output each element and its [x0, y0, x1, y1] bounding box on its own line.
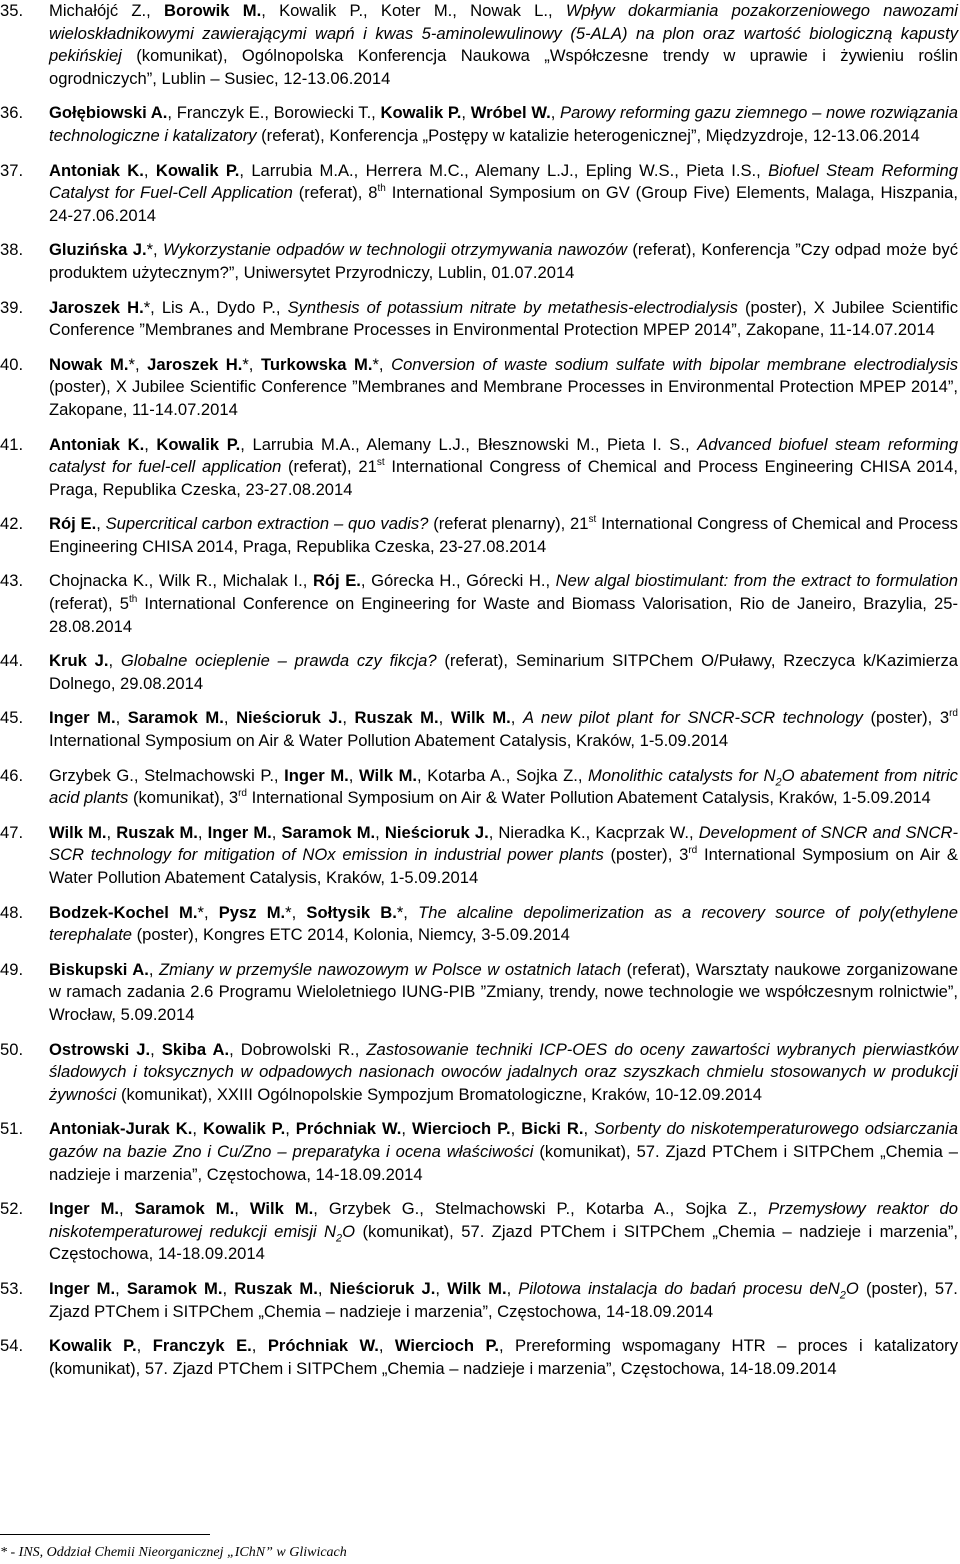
author-highlight: Inger M.	[49, 708, 116, 728]
reference-entry	[0, 239, 958, 284]
reference-number: 39.	[0, 297, 24, 317]
title-text: 2	[775, 775, 782, 788]
citation-text: Michałójć Z.,	[49, 1, 165, 20]
reference-number: 53.	[0, 1278, 24, 1298]
reference-text	[49, 434, 958, 502]
reference-entry	[0, 902, 958, 947]
reference-number: 40.	[0, 354, 24, 374]
reference-text	[49, 1039, 958, 1107]
reference-entry	[0, 513, 958, 558]
citation-text: th	[128, 593, 138, 605]
reference-text	[49, 707, 958, 752]
reference-number: 42.	[0, 514, 24, 534]
citation-text: rd	[949, 707, 958, 719]
citation-text: ,	[461, 103, 471, 123]
citation-text: International Symposium on GV (Group Five) Elements, Malaga, Hiszpania, 24-27.06.2014	[49, 183, 959, 225]
reference-entry	[0, 570, 958, 638]
citation-text: ,	[401, 1119, 412, 1139]
citation-text: ,	[435, 1278, 448, 1298]
reference-entry	[0, 102, 958, 147]
author-highlight: Jaroszek H.	[147, 354, 243, 374]
reference-entry	[0, 1335, 958, 1380]
reference-entry	[0, 959, 958, 1027]
citation-text: ,	[150, 1039, 162, 1059]
citation-text: Chojnacka K., Wilk R., Michalak I.,	[49, 571, 313, 591]
citation-text: (komunikat), 57. Zjazd PTChem i SITPChem „Chemia – nadzieje i marzenia”, Częstochowa, 14-18.09.2014	[49, 1221, 958, 1264]
reference-number: 41.	[0, 434, 24, 454]
citation-text: (referat plenarny), 21	[428, 514, 589, 534]
reference-number: 52.	[0, 1199, 24, 1219]
citation-text: International Congress of Chemical and Process Engineering CHISA 2014, Praga, Republika Czeska, 23-27.08.2014	[49, 457, 958, 499]
author-highlight: Turkowska M.	[260, 354, 373, 374]
title-text: Zastosowanie techniki ICP-OES do oceny zawartości wybranych pierwiastków śladowych i toksycznych w odpadowych nasionach owoców jadalnych oraz szyszkach chmielu stosowanych w produkcji żywności	[49, 1039, 958, 1104]
author-highlight: Saramok M.	[127, 708, 224, 728]
author-highlight: Saramok M.	[134, 1199, 235, 1219]
title-text: 2	[336, 1232, 343, 1245]
author-highlight: Ruszak M.	[234, 1278, 318, 1298]
citation-text: (poster), X Jubilee Scientific Conference ”Membranes and Membrane Processes in Environmental Protection MPEP 2014”, Zakopane, 11-14.07.2014	[49, 297, 958, 340]
author-highlight: Rój E.	[312, 571, 361, 591]
reference-text	[49, 650, 958, 695]
author-highlight: Jaroszek H.	[49, 297, 144, 317]
citation-text: (poster), 57. Zjazd PTChem i SITPChem „Chemia – nadzieje i marzenia”, Częstochowa, 14-18.09.2014	[49, 1278, 958, 1321]
reference-entry	[0, 1198, 958, 1266]
citation-text: International Symposium on Air & Water Pollution Abatement Catalysis, Kraków, 1-5.09.2014	[49, 731, 729, 751]
citation-text: (referat), Konferencja „Postępy w katalizie heterogenicznej”, Międzyzdroje, 12-13.06.2014	[256, 125, 920, 145]
citation-text: , Nieradka K., Kacprzak W.,	[488, 822, 699, 842]
citation-text: ,	[438, 708, 451, 728]
author-highlight: Kowalik P.	[380, 103, 462, 123]
reference-text	[49, 102, 958, 147]
citation-text: (referat), Warsztaty naukowe zorganizowane w ramach zadania 2.6 Programu Wieloletniego IUNG-PIB ”Zmiany, trendy, nowe technologie we współczesnym rolnictwie”, Wrocław, 5.09.2014	[49, 959, 958, 1024]
reference-text	[49, 239, 958, 284]
footnote: * - INS, Oddział Chemii Nieorganicznej „IChN” w Gliwicach	[0, 1545, 347, 1560]
citation-text: International Conference on Engineering for Waste and Biomass Valorisation, Rio de Janeiro, Brazylia, 25-28.08.2014	[49, 594, 958, 636]
title-text: Advanced biofuel steam reforming catalyst for fuel-cell application	[49, 434, 958, 477]
author-highlight: Inger M.	[49, 1278, 116, 1298]
citation-text: , Grzybek G., Stelmachowski P., Kotarba A., Sojka Z.,	[313, 1199, 769, 1219]
reference-number: 54.	[0, 1336, 24, 1356]
author-highlight: Ostrowski J.	[49, 1039, 151, 1059]
reference-text	[49, 513, 958, 558]
citation-text: ,	[342, 708, 355, 728]
title-text: Synthesis of potassium nitrate by metathesis-electrodialysis	[287, 297, 738, 317]
author-highlight: Nieścioruk J.	[329, 1278, 436, 1298]
citation-text: (komunikat), XXIII Ogólnopolskie Sympozjum Bromatologiczne, Kraków, 10-12.09.2014	[116, 1084, 762, 1104]
author-highlight: Inger M.	[207, 822, 272, 842]
author-highlight: Gołębiowski A.	[49, 103, 168, 123]
author-highlight: Franczyk E.	[152, 1336, 252, 1356]
title-text: New algal biostimulant: from the extract to formulation	[555, 571, 958, 591]
reference-entry	[0, 822, 958, 890]
author-highlight: Kowalik P.	[49, 1336, 137, 1356]
author-highlight: Inger M.	[284, 765, 349, 785]
title-text: The alcaline depolimerization as a recovery source of poly(ethylene terephalate	[49, 902, 958, 945]
author-highlight: Biskupski A.	[49, 959, 149, 979]
reference-text	[49, 1198, 958, 1266]
title-text: Wykorzystanie odpadów w technologii otrzymywania nawozów	[163, 240, 628, 260]
reference-text	[49, 1278, 958, 1323]
reference-text	[49, 1335, 958, 1380]
reference-entry	[0, 1278, 958, 1323]
citation-text: (komunikat), 57. Zjazd PTChem i SITPChem „Chemia – nadzieje i marzenia”, Częstochowa, 14-18.09.2014	[49, 1141, 958, 1184]
title-text: 2	[839, 1289, 846, 1302]
citation-text: ,	[119, 1199, 135, 1219]
title-text: Development of SNCR and SNCR-SCR technology for mitigation of NOx emission in industrial power plants	[49, 822, 958, 865]
citation-text: (referat), 8	[292, 183, 378, 203]
reference-entry	[0, 160, 958, 228]
citation-text: ,	[234, 1199, 250, 1219]
citation-text: (komunikat), Ogólnopolska Konferencja Naukowa „Współczesne trendy w uprawie i żywieniu roślin ogrodniczych”, Lublin – Susiec, 12-13.06.2014	[49, 46, 958, 88]
author-highlight: Nieścioruk J.	[384, 822, 489, 842]
reference-number: 37.	[0, 160, 24, 180]
author-highlight: Borowik M.	[164, 1, 262, 20]
title-text: Supercritical carbon extraction – quo vadis?	[105, 514, 429, 534]
title-text: Przemysłowy reaktor do niskotemperaturowej redukcji emisji N	[49, 1199, 958, 1241]
reference-number: 47.	[0, 822, 24, 842]
reference-entry	[0, 354, 958, 422]
reference-number: 38.	[0, 240, 24, 260]
reference-text	[49, 0, 958, 90]
reference-entry	[0, 297, 958, 342]
citation-text: rd	[688, 844, 698, 856]
author-highlight: Antoniak-Jurak K.	[49, 1119, 193, 1139]
reference-entry	[0, 765, 958, 810]
citation-text: ,	[317, 1278, 330, 1298]
citation-text: *,	[197, 902, 219, 922]
reference-number: 43.	[0, 571, 24, 591]
citation-text: st	[376, 456, 385, 468]
citation-text: ,	[222, 1278, 235, 1298]
citation-text: (referat), Konferencja ”Czy odpad może być produktem użytecznym?”, Uniwersytet Przyrodniczy, Lublin, 01.07.2014	[49, 240, 958, 282]
citation-text: , Prereforming wspomagany HTR – proces i katalizatory (komunikat), 57. Zjazd PTChem i SITPChem „Chemia – nadzieje i marzenia”, Częstochowa, 14-18.09.2014	[49, 1336, 958, 1378]
author-highlight: Bicki R.	[521, 1119, 584, 1139]
reference-number: 46.	[0, 765, 24, 785]
citation-text: *, Lis A., Dydo P.,	[143, 297, 288, 317]
citation-text: ,	[378, 1336, 395, 1356]
citation-text: , Kotarba A., Sojka Z.,	[417, 765, 589, 785]
reference-entry	[0, 434, 958, 502]
citation-text: ,	[148, 959, 160, 979]
reference-number: 48.	[0, 902, 24, 922]
author-highlight: Ruszak M.	[116, 822, 198, 842]
citation-text: ,	[251, 1336, 268, 1356]
title-text: Biofuel Steam Reforming Catalyst for Fuel-Cell Application	[49, 160, 958, 203]
citation-text: (referat), 21	[281, 457, 377, 477]
reference-text	[49, 902, 958, 947]
title-text: O	[845, 1278, 859, 1298]
citation-text: ,	[375, 822, 385, 842]
citation-text: *,	[146, 240, 164, 260]
reference-text	[49, 354, 958, 422]
citation-text: ,	[96, 514, 106, 534]
citation-text: , Dobrowolski R.,	[229, 1039, 367, 1059]
author-highlight: Próchniak W.	[267, 1336, 379, 1356]
author-highlight: Gluzińska J.	[49, 240, 147, 260]
title-text: Wpływ dokarmiania pozakorzeniowego nawozami wieloskładnikowymi zawierającymi wapń i kwas 5-aminolewulinowy (5-ALA) na plon oraz wartość biologiczną kapusty pekińskiej	[49, 1, 958, 66]
author-highlight: Nieścioruk J.	[236, 708, 343, 728]
citation-text: ,	[510, 708, 523, 728]
author-highlight: Pysz M.	[218, 902, 286, 922]
author-highlight: Kowalik P.	[155, 160, 240, 180]
citation-text: , Kowalik P., Koter M., Nowak L.,	[261, 1, 566, 20]
citation-text: ,	[550, 103, 560, 123]
citation-text: (referat), 5	[49, 594, 129, 614]
citation-text: International Symposium on Air & Water Pollution Abatement Catalysis, Kraków, 1-5.09.2014	[49, 845, 958, 887]
citation-text: th	[377, 182, 386, 194]
citation-text: rd	[238, 787, 247, 799]
author-highlight: Inger M.	[49, 1199, 120, 1219]
author-highlight: Wilk M.	[447, 1278, 507, 1298]
reference-text	[49, 765, 958, 810]
title-text: O	[342, 1221, 356, 1241]
citation-text: ,	[223, 708, 237, 728]
citation-text: (komunikat), 3	[128, 788, 239, 808]
citation-text: , Górecka H., Górecki H.,	[360, 571, 556, 591]
author-highlight: Wiercioch P.	[411, 1119, 511, 1139]
author-highlight: Wilk M.	[450, 708, 511, 728]
citation-text: *,	[396, 902, 419, 922]
author-highlight: Kowalik P.	[156, 434, 241, 454]
author-highlight: Wilk M.	[249, 1199, 314, 1219]
title-text: Globalne ocieplenie – prawda czy fikcja?	[120, 651, 437, 671]
citation-text: ,	[506, 1278, 519, 1298]
citation-text: ,	[197, 822, 208, 842]
citation-text: *,	[242, 354, 261, 374]
title-text: Zmiany w przemyśle nawozowym w Polsce w ostatnich latach	[159, 959, 622, 979]
citation-text: (poster), 3	[603, 845, 689, 865]
reference-number: 45.	[0, 708, 24, 728]
citation-text: ,	[510, 1119, 522, 1139]
author-highlight: Wilk M.	[49, 822, 107, 842]
author-highlight: Kowalik P.	[202, 1119, 286, 1139]
citation-text: ,	[115, 1278, 127, 1298]
author-highlight: Rój E.	[49, 514, 97, 534]
citation-text: *,	[128, 354, 148, 374]
reference-entry	[0, 650, 958, 695]
reference-number: 35.	[0, 1, 24, 20]
author-highlight: Skiba A.	[161, 1039, 230, 1059]
citation-text: , Franczyk E., Borowiecki T.,	[167, 103, 381, 123]
citation-text: ,	[285, 1119, 296, 1139]
reference-number: 50.	[0, 1039, 24, 1059]
title-text: Parowy reforming gazu ziemnego – nowe rozwiązania technologiczne i katalizatory	[49, 103, 958, 145]
author-highlight: Ruszak M.	[354, 708, 439, 728]
citation-text: ,	[106, 822, 117, 842]
citation-text: *,	[372, 354, 392, 374]
reference-entry	[0, 0, 958, 90]
citation-text: (poster), 3	[862, 708, 950, 728]
author-highlight: Kruk J.	[49, 651, 109, 671]
reference-text	[49, 959, 958, 1027]
reference-entry	[0, 1118, 958, 1186]
author-highlight: Sołtysik B.	[306, 902, 397, 922]
author-highlight: Antoniak K.	[49, 160, 144, 180]
citation-text: ,	[271, 822, 282, 842]
citation-text: ,	[136, 1336, 153, 1356]
title-text: Monolithic catalysts for N	[588, 765, 776, 785]
reference-text	[49, 822, 958, 890]
footnote-divider	[0, 1534, 210, 1535]
citation-text: ,	[192, 1119, 203, 1139]
author-highlight: Wilk M.	[359, 765, 418, 785]
title-text: Sorbenty do niskotemperaturowego odsiarczania gazów na bazie Zno i Cu/Zno – preparatyka i ocena właściwości	[49, 1119, 958, 1161]
citation-text: (referat), Seminarium SITPChem O/Puławy, Rzeczyca k/Kazimierza Dolnego, 29.08.2014	[49, 651, 958, 693]
title-text: Pilotowa instalacja do badań procesu deN	[518, 1278, 840, 1298]
citation-text: (poster), Kongres ETC 2014, Kolonia, Niemcy, 3-5.09.2014	[132, 925, 570, 945]
citation-text: ,	[144, 434, 157, 454]
author-highlight: Nowak M.	[49, 354, 129, 374]
citation-text: , Larrubia M.A., Alemany L.J., Błesznowski M., Pieta I. S.,	[240, 434, 698, 454]
citation-text: Grzybek G., Stelmachowski P.,	[49, 765, 285, 785]
citation-text: , Larrubia M.A., Herrera M.C., Alemany L.J., Epling W.S., Pieta I.S.,	[239, 160, 769, 180]
citation-text: ,	[115, 708, 128, 728]
author-highlight: Bodzek-Kochel M.	[49, 902, 198, 922]
reference-number: 36.	[0, 103, 24, 123]
reference-entry	[0, 707, 958, 752]
title-text: Conversion of waste sodium sulfate with bipolar membrane electrodialysis	[391, 354, 958, 374]
title-text: O abatement from nitric acid plants	[49, 765, 958, 808]
citation-text: ,	[583, 1119, 595, 1139]
citation-text: ,	[143, 160, 156, 180]
reference-entry	[0, 1039, 958, 1107]
author-highlight: Wróbel W.	[470, 103, 551, 123]
reference-text	[49, 570, 958, 638]
reference-number: 51.	[0, 1119, 24, 1139]
citation-text: (poster), X Jubilee Scientific Conference ”Membranes and Membrane Processes in Environmental Protection MPEP 2014”, Zakopane, 11-14.07.2014	[49, 377, 958, 419]
author-highlight: Antoniak K.	[49, 434, 145, 454]
reference-text	[49, 297, 958, 342]
citation-text: ,	[348, 765, 360, 785]
citation-text: ,	[108, 651, 121, 671]
reference-number: 49.	[0, 959, 24, 979]
author-highlight: Saramok M.	[281, 822, 376, 842]
author-highlight: Próchniak W.	[295, 1119, 402, 1139]
citation-text: International Congress of Chemical and Process Engineering CHISA 2014, Praga, Republika Czeska, 23-27.08.2014	[49, 514, 958, 556]
reference-text	[49, 1118, 958, 1186]
title-text: A new pilot plant for SNCR-SCR technology	[522, 708, 863, 728]
author-highlight: Wiercioch P.	[394, 1336, 499, 1356]
citation-text: International Symposium on Air & Water Pollution Abatement Catalysis, Kraków, 1-5.09.2014	[247, 788, 931, 808]
reference-number: 44.	[0, 651, 24, 671]
citation-text: *,	[285, 902, 307, 922]
reference-text	[49, 160, 958, 228]
citation-text: st	[588, 513, 597, 525]
author-highlight: Saramok M.	[126, 1278, 223, 1298]
